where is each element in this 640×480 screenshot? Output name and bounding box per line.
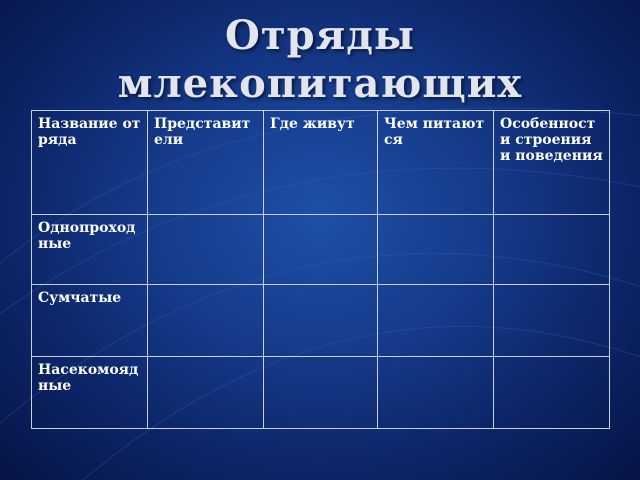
- page-title: [0, 12, 640, 108]
- empty-cell[interactable]: [148, 357, 264, 429]
- title-line-2: млекопитающих: [117, 60, 523, 107]
- empty-cell[interactable]: [264, 285, 378, 357]
- empty-cell[interactable]: [494, 215, 610, 285]
- mammal-orders-table: [31, 110, 610, 429]
- header-cell-diet: Чем питаются: [378, 111, 494, 215]
- table-header-row: [32, 111, 610, 215]
- row-label-cell: Однопроходные: [32, 215, 148, 285]
- empty-cell[interactable]: [378, 215, 494, 285]
- row-label-cell: Насекомоядные: [32, 357, 148, 429]
- empty-cell[interactable]: [148, 285, 264, 357]
- empty-cell[interactable]: [148, 215, 264, 285]
- table-row: [32, 285, 610, 357]
- row-label-cell: Сумчатые: [32, 285, 148, 357]
- table-row: [32, 215, 610, 285]
- table-row: [32, 357, 610, 429]
- header-cell-features: Особенности строения и поведения: [494, 111, 610, 215]
- empty-cell[interactable]: [378, 357, 494, 429]
- title-line-1: Отряды: [225, 12, 415, 59]
- empty-cell[interactable]: [264, 215, 378, 285]
- empty-cell[interactable]: [264, 357, 378, 429]
- header-cell-habitat: Где живут: [264, 111, 378, 215]
- header-cell-representatives: Представители: [148, 111, 264, 215]
- header-cell-order-name: Название отряда: [32, 111, 148, 215]
- empty-cell[interactable]: [378, 285, 494, 357]
- empty-cell[interactable]: [494, 285, 610, 357]
- empty-cell[interactable]: [494, 357, 610, 429]
